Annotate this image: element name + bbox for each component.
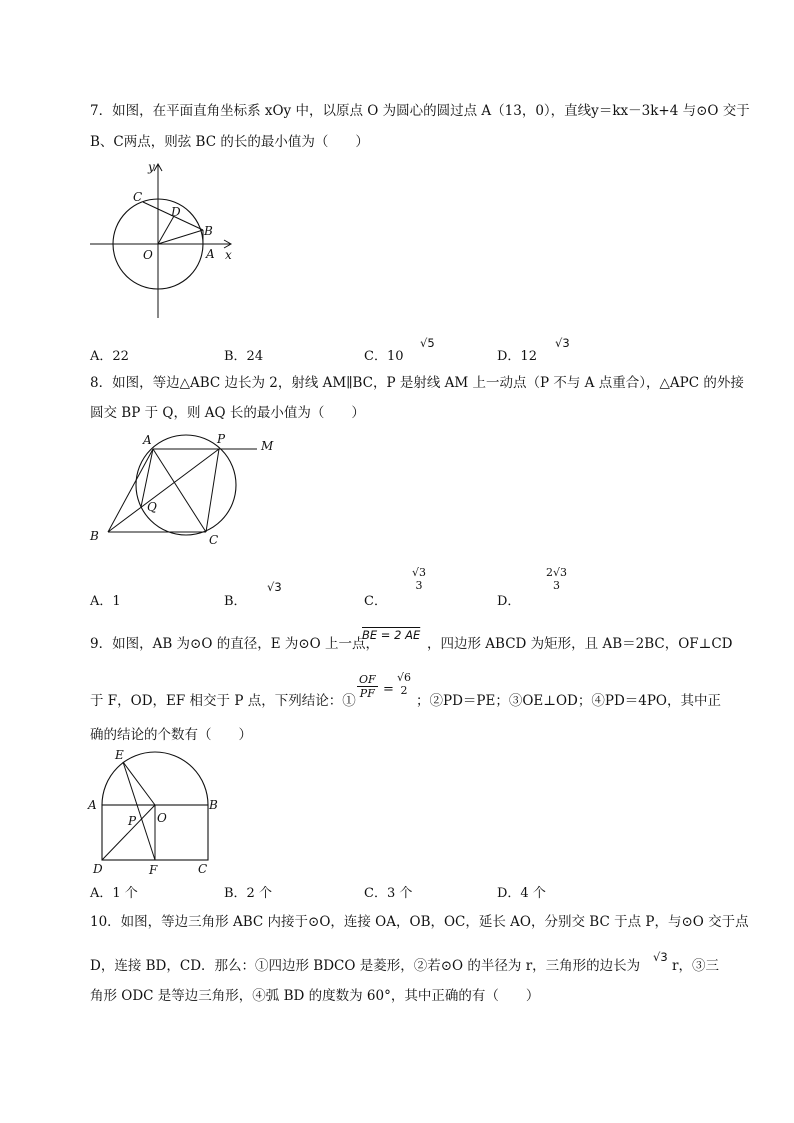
q7-text-line2: B、C两点，则弦 BC 的长的最小值为（ ） [90, 134, 369, 150]
q8-seg-pc [206, 449, 219, 532]
q9-frac2-den: 2 [400, 684, 408, 697]
q8-option-d-num: 2√3 [546, 566, 568, 579]
q7-option-b[interactable] [224, 345, 263, 364]
q8-option-c-frac [410, 566, 428, 592]
q9-seg-ef [123, 762, 155, 860]
q8-option-c[interactable] [364, 590, 387, 609]
q8-option-d-den: 3 [553, 579, 560, 592]
q7-option-c-sqrt: √5 [420, 336, 435, 350]
q9-option-c[interactable]: C．3 个 [364, 886, 413, 901]
q8-seg-ac [153, 449, 206, 532]
q8-option-a[interactable] [90, 590, 121, 609]
q7-option-d-label: D．12 [497, 349, 537, 364]
q8-text-line1: 8．如图，等边△ABC 边长为 2，射线 AM∥BC，P 是射线 AM 上一动点（P 不与 A 点重合），△APC 的外接 [90, 375, 744, 391]
q7-label-c: C [133, 190, 143, 204]
q10-text-line2b: r，③三 [672, 958, 719, 974]
q9-text-line1a: 9．如图，AB 为⊙O 的直径，E 为⊙O 上一点， [90, 636, 380, 652]
q9-option-d[interactable]: D．4 个 [497, 886, 546, 901]
q9-frac1-den: PF [359, 687, 375, 700]
q7-label-y: y [148, 160, 155, 174]
q9-frac2-num: √6 [397, 671, 412, 684]
q9-label-d: D [93, 862, 103, 876]
q8-seg-bp [108, 449, 219, 532]
q7-option-c[interactable] [364, 345, 404, 364]
q8-label-m: M [261, 439, 274, 453]
q7-option-c-label: C．10 [364, 349, 404, 364]
q9-text-line3: 确的结论的个数有（ ） [90, 727, 252, 743]
q9-fraction-of-pf [357, 673, 378, 700]
q9-frac1-num: OF [359, 673, 376, 686]
q7-label-b: B [204, 224, 213, 238]
q8-option-a-label: A．1 [90, 594, 121, 609]
q7-option-d[interactable] [497, 345, 537, 364]
q9-equals: = [383, 682, 394, 697]
q8-option-c-label: C． [364, 594, 387, 609]
q9-arc-equation: BE = 2 AE [362, 628, 421, 642]
q10-text-line3: 角形 ODC 是等边三角形，④弧 BD 的度数为 60°，其中正确的有（ ） [90, 988, 540, 1004]
q9-label-o: O [157, 811, 167, 825]
q8-option-b[interactable] [224, 590, 247, 609]
q8-option-d[interactable] [497, 590, 520, 609]
q9-option-b[interactable]: B．2 个 [224, 886, 272, 901]
q9-seg-eo [123, 762, 155, 805]
q8-option-c-num: √3 [412, 566, 427, 579]
q8-label-p: P [217, 432, 226, 446]
q9-label-e: E [115, 748, 124, 762]
q8-option-b-sqrt: √3 [267, 580, 282, 594]
q7-label-a: A [206, 247, 215, 261]
q7-label-o: O [143, 248, 153, 262]
q10-text-line1: 10．如图，等边三角形 ABC 内接于⊙O，连接 OA，OB，OC，延长 AO，分别交 BC 于点 P，与⊙O 交于点 [90, 914, 749, 930]
q7-label-x: x [225, 248, 232, 262]
q10-sqrt3: √3 [653, 950, 668, 964]
q9-option-a[interactable]: A．1 个 [90, 886, 138, 901]
q7-option-b-label: B．24 [224, 349, 264, 364]
q9-figure [85, 745, 225, 877]
q8-label-b: B [90, 529, 99, 543]
q7-option-a[interactable] [90, 345, 129, 364]
q9-label-b: B [209, 798, 218, 812]
q8-option-b-label: B． [224, 594, 247, 609]
q9-fraction-root6 [395, 671, 413, 697]
q9-label-p: P [128, 814, 137, 828]
q8-seg-ab [108, 449, 153, 532]
q9-text-line2a: 于 F，OD，EF 相交于 P 点，下列结论：① [90, 693, 356, 709]
q8-figure [85, 425, 285, 555]
q7-option-d-sqrt: √3 [555, 336, 570, 350]
q8-label-q: Q [147, 500, 157, 514]
q9-text-line2b: ；②PD＝PE；③OE⊥OD；④PD＝4PO，其中正 [416, 693, 722, 709]
q9-text-line1b: ，四边形 ABCD 为矩形，且 AB＝2BC，OF⊥CD [427, 636, 733, 652]
q8-label-c: C [209, 533, 219, 547]
q7-text-line1: 7．如图，在平面直角坐标系 xOy 中，以原点 O 为圆心的圆过点 A（13，0），直线y＝kx－3k+4 与⊙O 交于 [90, 103, 750, 119]
q9-label-c: C [198, 862, 208, 876]
q7-option-a-label: A．22 [90, 349, 129, 364]
q8-seg-aq [141, 449, 153, 507]
q9-label-f: F [149, 863, 158, 877]
q9-label-a: A [88, 798, 97, 812]
q7-label-d: D [171, 205, 181, 219]
q10-text-line2a: D，连接 BD，CD．那么：①四边形 BDCO 是菱形，②若⊙O 的半径为 r，三角形的边长为 [90, 958, 641, 974]
q8-text-line2: 圆交 BP 于 Q，则 AQ 长的最小值为（ ） [90, 405, 365, 421]
q8-circle [136, 435, 236, 535]
q8-option-c-den: 3 [415, 579, 423, 592]
q7-figure [85, 155, 245, 325]
q8-option-d-frac [544, 566, 569, 592]
q8-option-d-label: D． [497, 594, 521, 609]
q8-label-a: A [143, 433, 152, 447]
